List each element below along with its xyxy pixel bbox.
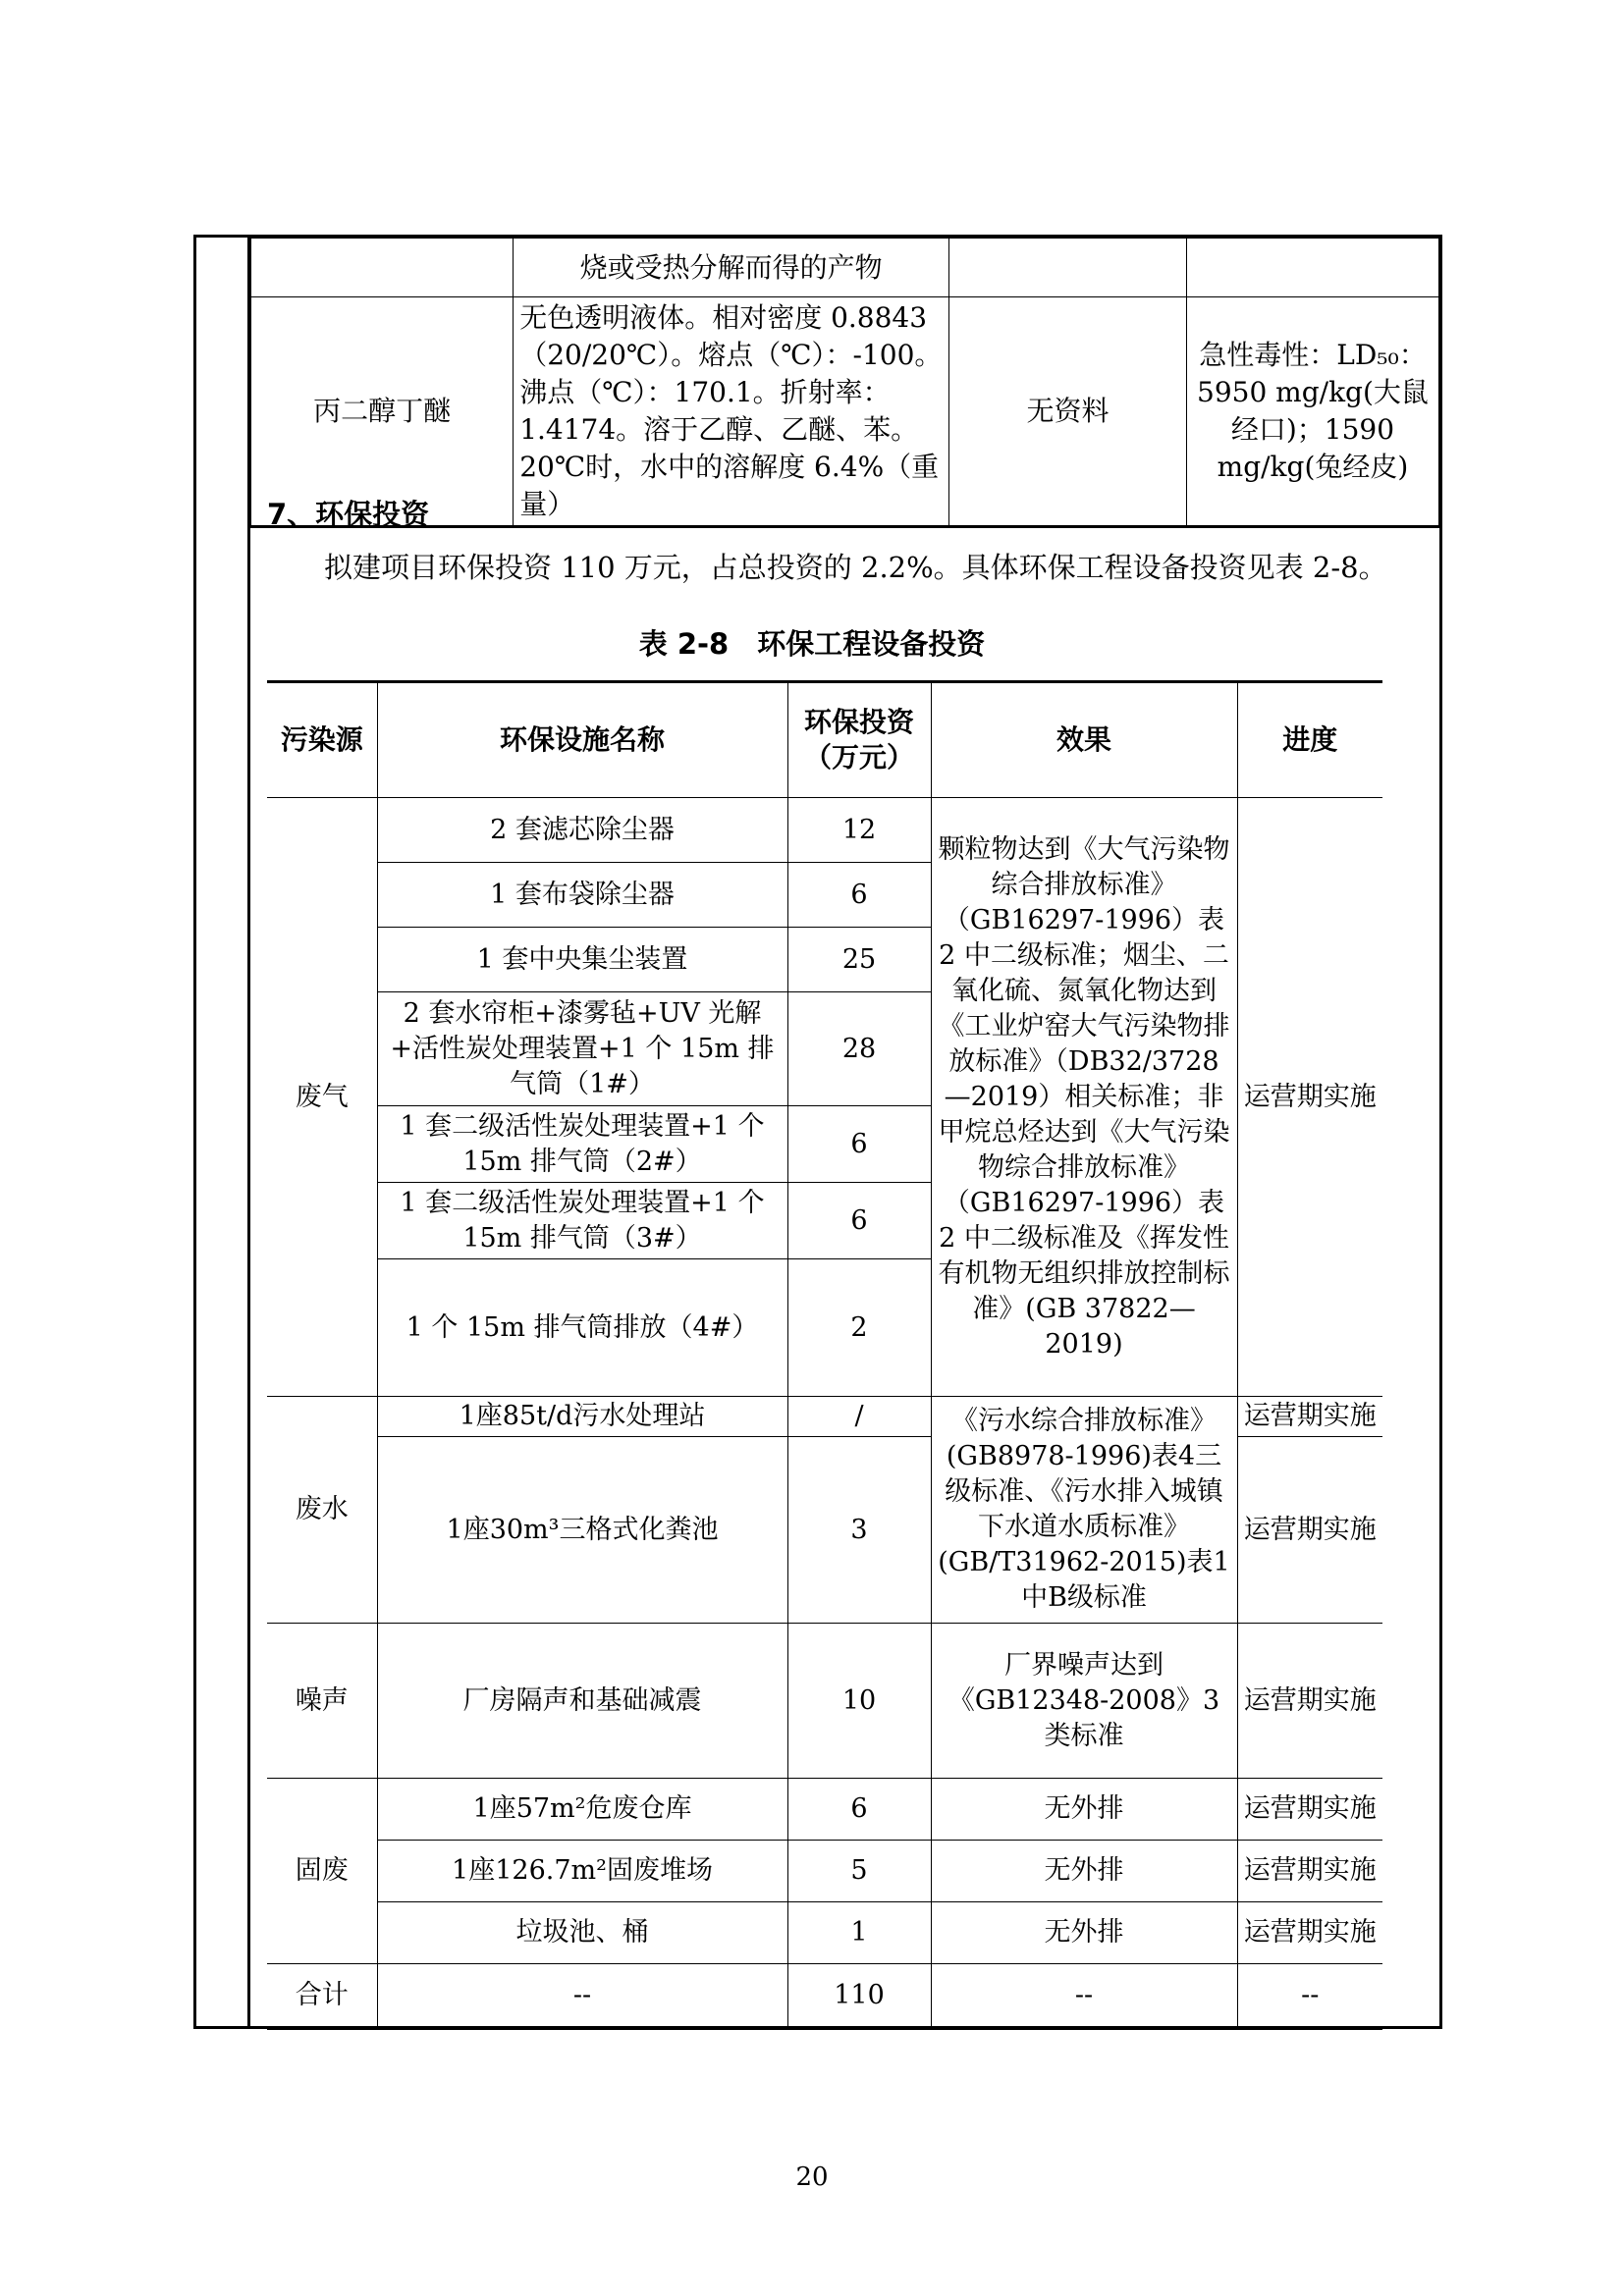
- investment-value: 6: [787, 1106, 931, 1183]
- facility-name: 1座85t/d污水处理站: [377, 1397, 787, 1437]
- investment-value: 28: [787, 992, 931, 1106]
- substance-toxicity-cell: [1186, 239, 1438, 297]
- header-investment: 环保投资（万元）: [787, 682, 931, 798]
- substance-name-cell: [251, 239, 514, 297]
- substance-name: 丙二醇丁醚: [251, 297, 514, 527]
- table-header-row: [267, 682, 1382, 798]
- total-effect: --: [931, 1964, 1237, 2029]
- total-investment: 110: [787, 1964, 931, 2029]
- facility-name: 1 套二级活性炭处理装置+1 个 15m 排气筒（2#）: [377, 1106, 787, 1183]
- header-source: 污染源: [267, 682, 377, 798]
- facility-name: 1座126.7m²固废堆场: [377, 1841, 787, 1902]
- facility-name: 垃圾池、桶: [377, 1902, 787, 1964]
- investment-value: 3: [787, 1437, 931, 1624]
- source-water: 废水: [267, 1397, 377, 1624]
- facility-name: 1 套二级活性炭处理装置+1 个 15m 排气筒（3#）: [377, 1183, 787, 1259]
- header-effect: 效果: [931, 682, 1237, 798]
- header-progress: 进度: [1237, 682, 1382, 798]
- investment-value: 6: [787, 1183, 931, 1259]
- progress-value: 运营期实施: [1237, 1841, 1382, 1902]
- progress-value: 运营期实施: [1237, 1397, 1382, 1437]
- table-row: [267, 1397, 1382, 1437]
- investment-value: 2: [787, 1259, 931, 1397]
- facility-name: 1座57m²危废仓库: [377, 1779, 787, 1841]
- effect-value: 无外排: [931, 1779, 1237, 1841]
- table-row: [267, 1624, 1382, 1779]
- progress-value: 运营期实施: [1237, 1779, 1382, 1841]
- substance-table: [250, 238, 1439, 528]
- investment-value: 1: [787, 1902, 931, 1964]
- effect-value: 厂界噪声达到《GB12348-2008》3类标准: [931, 1624, 1237, 1779]
- effect-water: 《污水综合排放标准》(GB8978-1996)表4三级标准、《污水排入城镇下水道水质标准》(GB/T31962-2015)表1中B级标准: [931, 1397, 1237, 1624]
- investment-value: 6: [787, 1779, 931, 1841]
- investment-value: /: [787, 1397, 931, 1437]
- header-facility: 环保设施名称: [377, 682, 787, 798]
- substance-toxicity: 急性毒性：LD₅₀：5950 mg/kg(大鼠经口)；1590 mg/kg(兔经皮): [1186, 297, 1438, 527]
- table-row: [267, 1841, 1382, 1902]
- section-paragraph: 拟建项目环保投资 110 万元，占总投资的 2.2%。具体环保工程设备投资见表 2-8。: [324, 551, 1387, 584]
- source-solid: 固废: [267, 1779, 377, 1964]
- effect-value: 无外排: [931, 1902, 1237, 1964]
- investment-table: [267, 680, 1382, 2030]
- page-number: 20: [795, 2163, 829, 2192]
- facility-name: 2 套滤芯除尘器: [377, 798, 787, 863]
- investment-value: 6: [787, 863, 931, 928]
- table-row: [267, 1902, 1382, 1964]
- investment-value: 5: [787, 1841, 931, 1902]
- total-label: 合计: [267, 1964, 377, 2029]
- facility-name: 1 个 15m 排气筒排放（4#）: [377, 1259, 787, 1397]
- substance-property: 无色透明液体。相对密度 0.8843（20/20℃）。熔点（℃）：-100。沸点（℃）：170.1。折射率：1.4174。溶于乙醇、乙醚、苯。20℃时，水中的溶解度 6.4%（重量）: [514, 297, 949, 527]
- progress-gas: 运营期实施: [1237, 798, 1382, 1397]
- facility-name: 1 套布袋除尘器: [377, 863, 787, 928]
- facility-name: 1 套中央集尘装置: [377, 928, 787, 992]
- table-row: [267, 1779, 1382, 1841]
- total-name: --: [377, 1964, 787, 2029]
- facility-name: 厂房隔声和基础减震: [377, 1624, 787, 1779]
- effect-value: 无外排: [931, 1841, 1237, 1902]
- section-heading: 7、环保投资: [267, 498, 430, 531]
- facility-name: 2 套水帘柜+漆雾毡+UV 光解+活性炭处理装置+1 个 15m 排气筒（1#）: [377, 992, 787, 1106]
- progress-value: 运营期实施: [1237, 1437, 1382, 1624]
- facility-name: 1座30m³三格式化粪池: [377, 1437, 787, 1624]
- investment-value: 12: [787, 798, 931, 863]
- investment-value: 25: [787, 928, 931, 992]
- total-row: [267, 1964, 1382, 2029]
- source-gas: 废气: [267, 798, 377, 1397]
- substance-col3-cell: [949, 239, 1187, 297]
- source-noise: 噪声: [267, 1624, 377, 1779]
- progress-value: 运营期实施: [1237, 1902, 1382, 1964]
- total-progress: --: [1237, 1964, 1382, 2029]
- progress-value: 运营期实施: [1237, 1624, 1382, 1779]
- substance-property-cell: 烧或受热分解而得的产物: [514, 239, 949, 297]
- investment-value: 10: [787, 1624, 931, 1779]
- substance-col3: 无资料: [949, 297, 1187, 527]
- effect-gas: 颗粒物达到《大气污染物综合排放标准》（GB16297-1996）表 2 中二级标准；烟尘、二氧化硫、氮氧化物达到《工业炉窑大气污染物排放标准》（DB32/3728—2019）相关标准；非甲烷总烃达到《大气污染物综合排放标准》（GB16297-1996）表 2 中二级标准及《挥发性有机物无组织排放控制标准》(GB 37822—2019): [931, 798, 1237, 1397]
- table-row: [267, 798, 1382, 863]
- table-caption: 表 2-8 环保工程设备投资: [638, 627, 986, 661]
